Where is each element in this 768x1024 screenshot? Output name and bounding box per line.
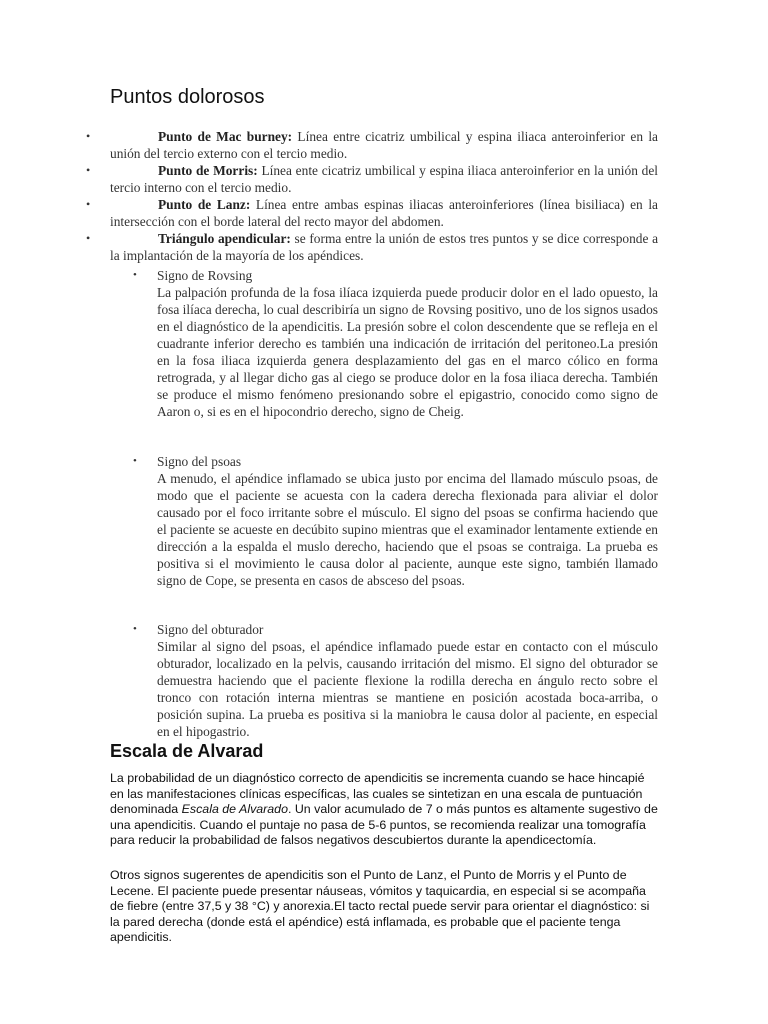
puntos-list bbox=[86, 128, 659, 264]
sign-name: Signo de Rovsing bbox=[157, 268, 253, 283]
term-label: Punto de Lanz: bbox=[158, 197, 251, 212]
paragraph-text: La probabilidad de un diagnóstico correcto de apendicitis se incrementa cuando se hace hincapié en las manifestaciones clínicas específicas, las cuales se sintetizan en una escala de puntuación denominada bbox=[110, 771, 645, 817]
term-description: Línea entre cicatriz umbilical y espina iliaca anteroinferior en la unión del tercio externo con el tercio medio. bbox=[110, 129, 658, 161]
sign-list bbox=[133, 453, 658, 589]
paragraph-text: . Un valor acumulado de 7 o más puntos es altamente sugestivo de una apendicitis. Cuando el puntaje no pasa de 5-6 puntos, se recomienda realizar una tomografía para reducir la probabilidad de falsos negativos descubiertos durante la apendicectomía. bbox=[110, 802, 658, 848]
sign-item-psoas bbox=[133, 453, 658, 589]
term-description: Línea entre ambas espinas iliacas anteroinferiores (línea bisiliaca) en la intersección con el borde lateral del recto mayor del abdomen. bbox=[110, 197, 658, 229]
list-item bbox=[86, 128, 658, 162]
list-item bbox=[86, 162, 658, 196]
sign-item-obturador bbox=[133, 621, 658, 740]
sign-description: A menudo, el apéndice inflamado se ubica justo por encima del llamado músculo psoas, de modo que el paciente se acuesta con la cadera derecha flexionada para aliviar el dolor causado por el foco irritante sobre el músculo. El signo del psoas se confirma haciendo que el paciente se acueste en decúbito supino mientras que el examinador lentamente extiende en dirección a la espalda el muslo derecho, haciendo que el psoas se contraiga. La prueba es positiva si el movimiento le causa dolor al paciente, aunque este signo, también llamado signo de Cope, se presenta en casos de absceso del psoas. bbox=[157, 471, 658, 588]
paragraph-otros-signos: Otros signos sugerentes de apendicitis son el Punto de Lanz, el Punto de Morris y el Punto de Lecene. El paciente puede presentar náuseas, vómitos y taquicardia, en especial si se acompaña de fiebre (entre 37,5 y 38 °C) y anorexia.El tacto rectal puede servir para orientar el diagnóstico: si la pared derecha (donde está el apéndice) está inflamada, es probable que el paciente tenga apendicitis. bbox=[110, 868, 650, 945]
emphasis-text: Escala de Alvarado bbox=[181, 802, 288, 817]
bullet-icon: • bbox=[133, 269, 137, 281]
list-item bbox=[86, 230, 659, 264]
term-label: Triángulo apendicular: bbox=[158, 231, 291, 246]
term-description: Línea ente cicatriz umbilical y espina iliaca anteroinferior en la unión del tercio interno con el tercio medio. bbox=[110, 163, 658, 195]
bullet-icon: • bbox=[86, 129, 91, 143]
term-description: se forma entre la unión de estos tres puntos y se dice corresponde a la implantación de la mayoría de los apéndices. bbox=[110, 231, 659, 263]
section-title-puntos-dolorosos: Puntos dolorosos bbox=[110, 86, 265, 108]
term-label: Punto de Morris: bbox=[158, 163, 258, 178]
sign-description: Similar al signo del psoas, el apéndice inflamado puede estar en contacto con el músculo obturador, localizado en la pelvis, causando irritación del mismo. El signo del obturador se demuestra haciendo que el paciente flexione la rodilla derecha en ángulo recto sobre el tronco con rotación interna mientras se mantiene en posición acostada boca-arriba, o posición supina. La prueba es positiva si la maniobra le causa dolor al paciente, en especial en el hipogastrio. bbox=[157, 639, 658, 739]
paragraph-alvarado bbox=[110, 771, 658, 849]
bullet-icon: • bbox=[86, 197, 91, 211]
list-item bbox=[86, 196, 658, 230]
sign-list bbox=[133, 267, 658, 420]
sign-name: Signo del psoas bbox=[157, 454, 242, 469]
section-title-escala-alvarado: Escala de Alvarad bbox=[110, 741, 264, 761]
sign-list bbox=[133, 621, 658, 740]
sign-description: La palpación profunda de la fosa ilíaca izquierda puede producir dolor en el lado opuesto, la fosa ilíaca derecha, lo cual describiría un signo de Rovsing positivo, uno de los signos usados en el diagnóstico de la apendicitis. La presión sobre el colon descendente que se refleja en el cuadrante inferior derecho es también una indicación de irritación del peritoneo.La presión en la fosa iliaca izquierda genera desplazamiento del gas en el marco cólico en forma retrograda, y al llegar dicho gas al ciego se produce dolor en la fosa iliaca derecha. También se produce el mismo fenómeno presionando sobre el epigastrio, conocido como signo de Aaron o, si es en el hipocondrio derecho, signo de Cheig. bbox=[157, 285, 658, 419]
bullet-icon: • bbox=[86, 163, 91, 177]
sign-name: Signo del obturador bbox=[157, 622, 264, 637]
bullet-icon: • bbox=[133, 455, 137, 467]
term-label: Punto de Mac burney: bbox=[158, 129, 293, 144]
bullet-icon: • bbox=[133, 623, 137, 635]
sign-item-rovsing bbox=[133, 267, 658, 420]
bullet-icon: • bbox=[86, 231, 91, 245]
